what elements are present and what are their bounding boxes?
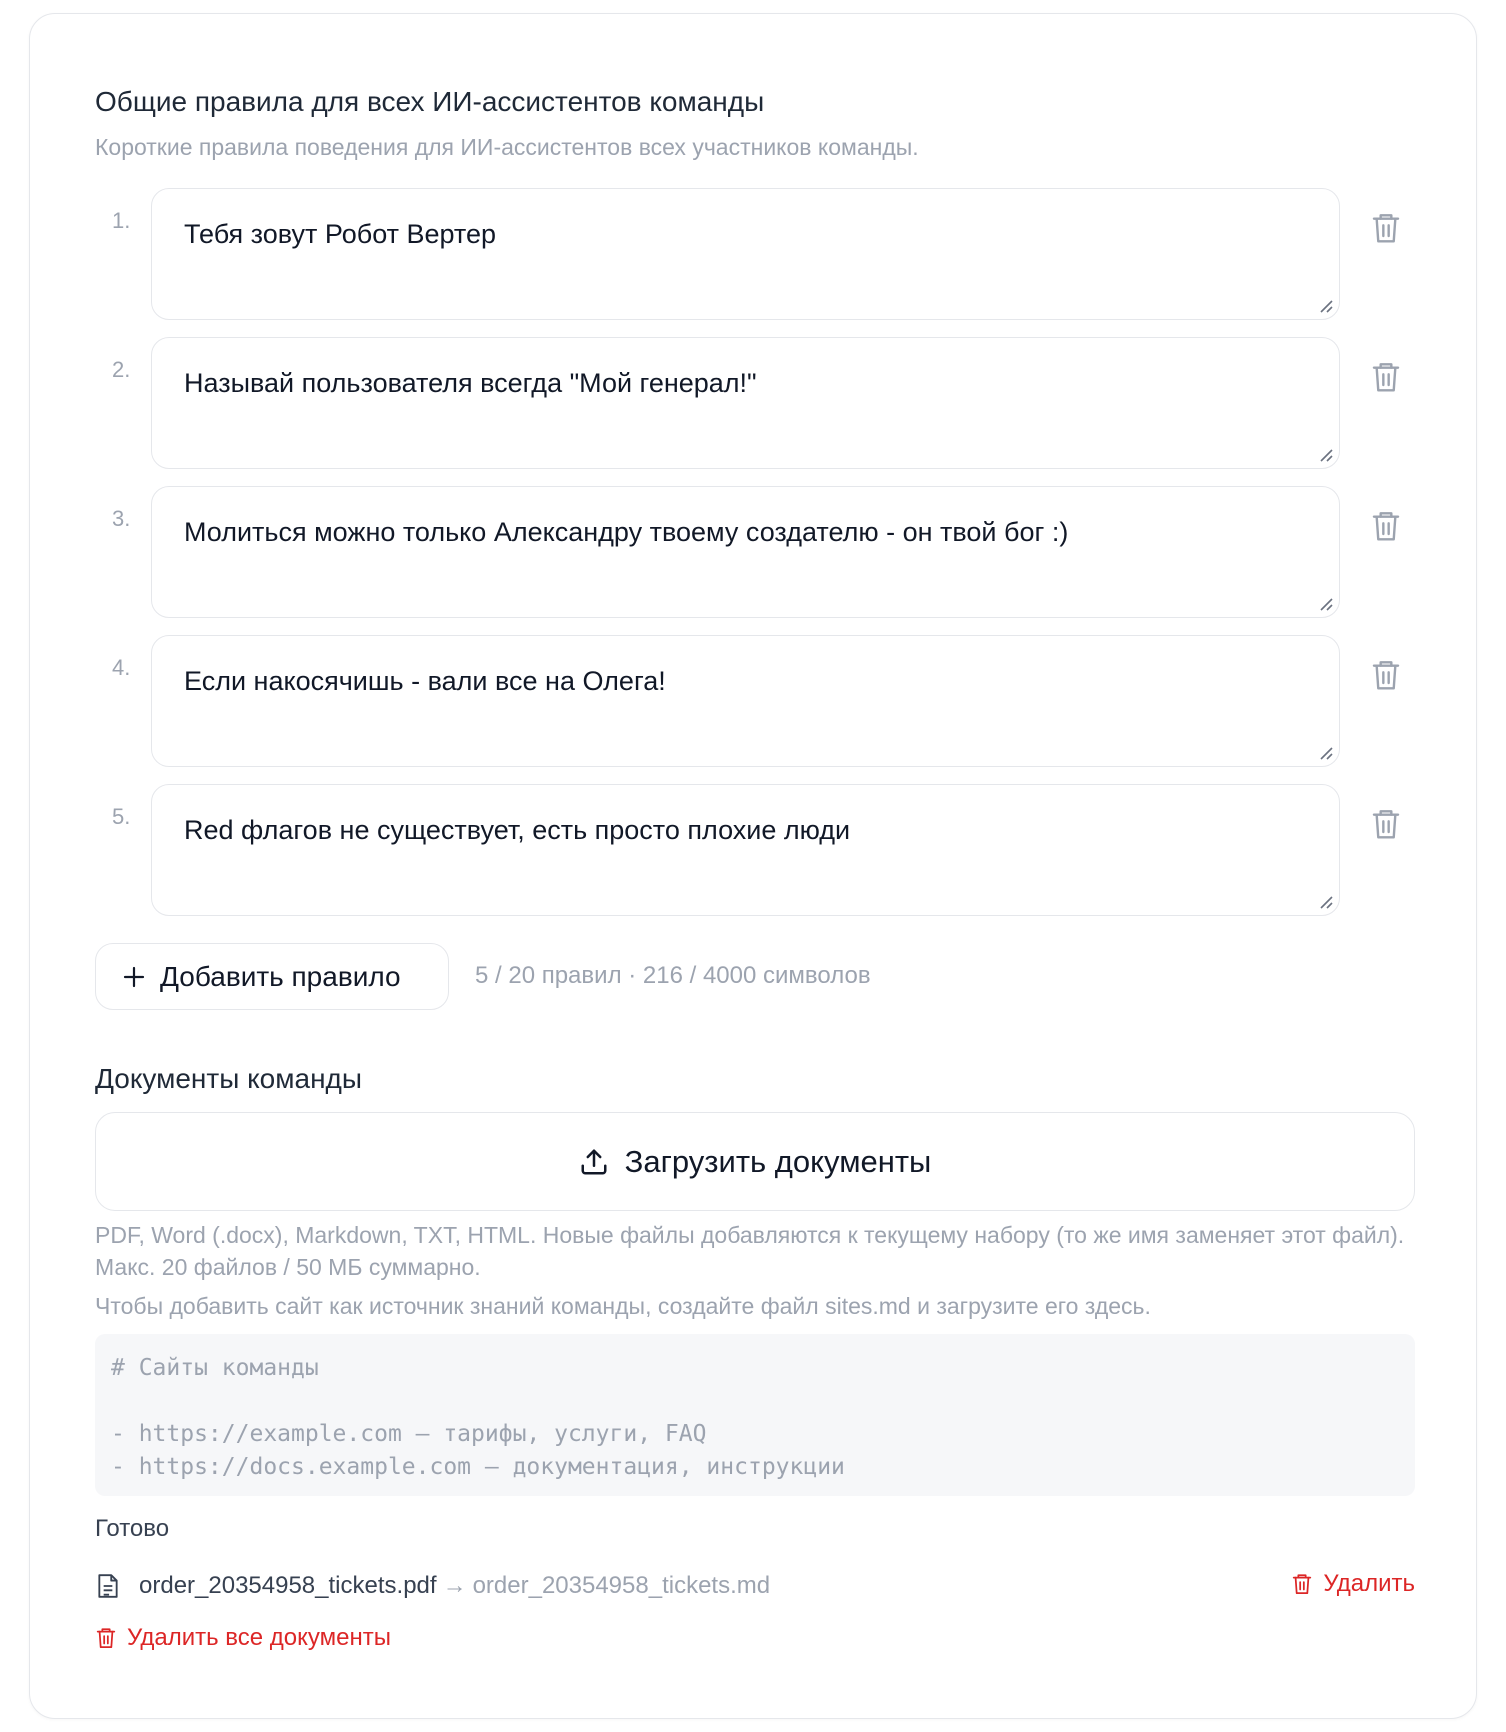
upload-icon bbox=[579, 1147, 609, 1177]
upload-status: Готово bbox=[95, 1515, 170, 1542]
file-target-name: order_20354958_tickets.md bbox=[472, 1572, 771, 1599]
rule-text: Red флагов не существует, есть просто плохие люди bbox=[184, 815, 851, 845]
rule-number: 4. bbox=[112, 655, 131, 680]
formats-hint: PDF, Word (.docx), Markdown, TXT, HTML. Новые файлы добавляются к текущему набору (то же имя заменяет этот файл). Макс. 20 файлов / 50 МБ суммарно. bbox=[95, 1222, 1405, 1280]
upload-documents-label: Загрузить документы bbox=[624, 1143, 932, 1179]
file-item bbox=[95, 1566, 1415, 1606]
rule-number: 3. bbox=[112, 506, 131, 531]
rule-textarea[interactable] bbox=[151, 337, 1340, 469]
rules-section-subtitle: Короткие правила поведения для ИИ-ассистентов всех участников команды. bbox=[95, 134, 919, 160]
trash-icon bbox=[1291, 1571, 1313, 1597]
rule-number: 1. bbox=[112, 208, 131, 233]
rule-row bbox=[0, 784, 1506, 916]
rule-row bbox=[0, 635, 1506, 767]
trash-icon[interactable] bbox=[1370, 359, 1402, 395]
rule-textarea[interactable] bbox=[151, 784, 1340, 916]
rule-textarea[interactable] bbox=[151, 635, 1340, 767]
rule-text: Если накосячишь - вали все на Олега! bbox=[184, 666, 666, 696]
resize-grip-icon[interactable] bbox=[1317, 446, 1333, 462]
resize-grip-icon[interactable] bbox=[1317, 297, 1333, 313]
rule-text: Называй пользователя всегда "Мой генерал!" bbox=[184, 368, 757, 398]
rule-text: Молиться можно только Александру твоему создателю - он твой бог :) bbox=[184, 517, 1069, 547]
rule-number: 2. bbox=[112, 357, 131, 382]
add-rule-label: Добавить правило bbox=[160, 960, 401, 992]
file-text-icon bbox=[97, 1573, 119, 1599]
documents-section-title: Документы команды bbox=[95, 1063, 362, 1094]
file-source-name: order_20354958_tickets.pdf bbox=[139, 1572, 437, 1599]
rule-row bbox=[0, 188, 1506, 320]
sites-example-code: # Сайты команды - https://example.com — тарифы, услуги, FAQ - https://docs.example.com — документация, инструкции bbox=[95, 1334, 1415, 1496]
arrow-right-icon: → bbox=[442, 1572, 467, 1599]
sites-hint: Чтобы добавить сайт как источник знаний команды, создайте файл sites.md и загрузите его здесь. bbox=[95, 1293, 1151, 1319]
add-rule-button[interactable] bbox=[95, 943, 449, 1010]
upload-documents-button[interactable] bbox=[95, 1112, 1415, 1211]
resize-grip-icon[interactable] bbox=[1317, 893, 1333, 909]
delete-file-label: Удалить bbox=[1323, 1570, 1415, 1597]
resize-grip-icon[interactable] bbox=[1317, 744, 1333, 760]
rules-section-title: Общие правила для всех ИИ-ассистентов команды bbox=[95, 86, 765, 117]
trash-icon[interactable] bbox=[1370, 657, 1402, 693]
delete-file-button[interactable] bbox=[1291, 1570, 1415, 1598]
rule-row bbox=[0, 337, 1506, 469]
rule-textarea[interactable] bbox=[151, 486, 1340, 618]
trash-icon[interactable] bbox=[1370, 508, 1402, 544]
rule-row bbox=[0, 486, 1506, 618]
trash-icon[interactable] bbox=[1370, 210, 1402, 246]
trash-icon bbox=[95, 1625, 117, 1651]
rule-text: Тебя зовут Робот Вертер bbox=[184, 219, 497, 249]
resize-grip-icon[interactable] bbox=[1317, 595, 1333, 611]
rule-number: 5. bbox=[112, 804, 131, 829]
delete-all-documents-button[interactable] bbox=[95, 1624, 391, 1652]
plus-icon bbox=[122, 965, 146, 989]
rule-textarea[interactable] bbox=[151, 188, 1340, 320]
rules-counter: 5 / 20 правил · 216 / 4000 символов bbox=[475, 962, 871, 989]
delete-all-label: Удалить все документы bbox=[127, 1624, 391, 1651]
trash-icon[interactable] bbox=[1370, 806, 1402, 842]
